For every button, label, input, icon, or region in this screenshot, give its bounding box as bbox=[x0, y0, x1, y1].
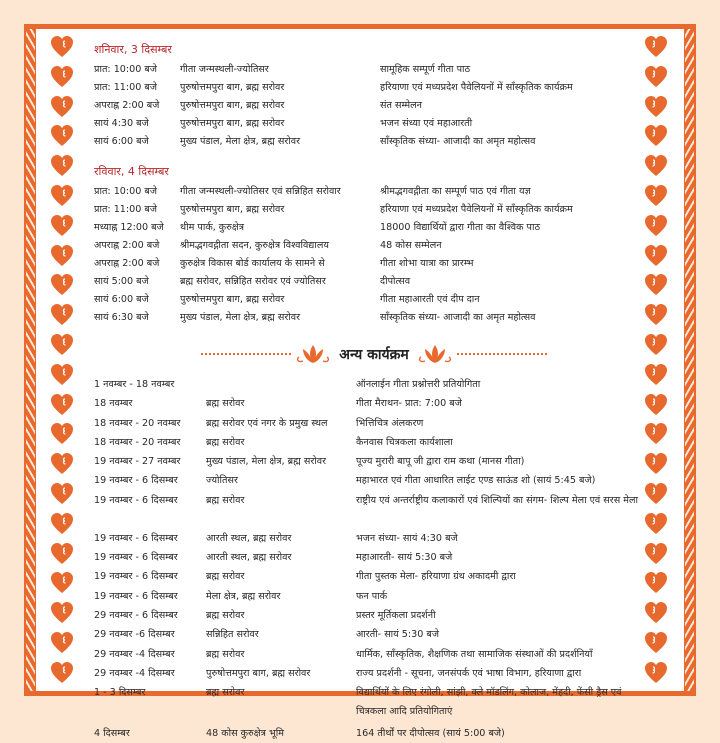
table-row bbox=[94, 606, 654, 625]
heart-ornament-icon bbox=[50, 482, 74, 506]
event-name: फन पार्क bbox=[356, 590, 388, 602]
heart-ornament-icon bbox=[50, 333, 74, 357]
event-date: 29 नवम्बर -6 दिसम्बर bbox=[94, 629, 175, 641]
event-time: अपराह्न 2:00 बजे bbox=[94, 100, 160, 111]
event-time: प्रात: 11:00 बजे bbox=[94, 82, 157, 93]
event-name: धार्मिक, साँस्कृतिक, शैक्षणिक तथा सामाजिक संस्थाओं की प्रदर्शनियाँ bbox=[356, 648, 593, 660]
event-time: प्रात: 10:00 बजे bbox=[94, 186, 157, 197]
event-date: 18 नवम्बर bbox=[94, 398, 133, 410]
event-venue: मुख्य पंडाल, मेला क्षेत्र, ब्रह्म सरोवर bbox=[180, 312, 301, 323]
event-venue: ज्योतिसर bbox=[206, 475, 238, 487]
event-venue: पुरुषोत्तमपुरा बाग, ब्रह्म सरोवर bbox=[180, 294, 285, 305]
event-date: 29 नवम्बर -4 दिसम्बर bbox=[94, 648, 175, 660]
event-name: हरियाणा एवं मध्यप्रदेश पैवेलियनों में साँस्कृतिक कार्यक्रम bbox=[380, 82, 573, 93]
event-name: साँस्कृतिक संध्या- आजादी का अमृत महोत्सव bbox=[380, 136, 536, 147]
event-venue: पुरुषोत्तमपुरा बाग, ब्रह्म सरोवर bbox=[180, 82, 285, 93]
event-venue: ब्रह्म सरोवर bbox=[206, 687, 245, 699]
heart-ornament-icon bbox=[50, 244, 74, 268]
table-row bbox=[94, 683, 654, 724]
event-venue: मेला क्षेत्र, ब्रह्म सरोवर bbox=[206, 590, 281, 602]
event-venue: कुरुक्षेत्र विकास बोर्ड कार्यालय के सामने से bbox=[180, 258, 325, 269]
schedule-row bbox=[94, 273, 654, 291]
table-row bbox=[94, 567, 654, 586]
day-title: रविवार, 4 दिसम्बर bbox=[94, 165, 169, 178]
schedule-content bbox=[94, 41, 654, 743]
table-row bbox=[94, 724, 654, 743]
event-name: महाआरती- सायं 5:30 बजे bbox=[356, 552, 453, 564]
section-title: अन्य कार्यक्रम bbox=[339, 346, 409, 363]
event-venue bbox=[206, 375, 356, 394]
event-name: भित्तिचित्र अंलकरण bbox=[356, 417, 424, 429]
schedule-row bbox=[94, 183, 654, 201]
event-time: सायं 4:30 बजे bbox=[94, 118, 149, 129]
event-time: सायं 5:00 बजे bbox=[94, 276, 149, 287]
event-date: 19 नवम्बर - 27 नवम्बर bbox=[94, 456, 181, 468]
event-name: 164 तीर्थों पर दीपोत्सव (सायं 5:00 बजे) bbox=[356, 728, 505, 740]
event-venue: सन्निहित सरोवर bbox=[206, 629, 259, 641]
heart-ornament-icon bbox=[50, 184, 74, 208]
event-date: 19 नवम्बर - 6 दिसम्बर bbox=[94, 552, 178, 564]
heart-ornament-icon bbox=[50, 273, 74, 297]
event-name: गीता शोभा यात्रा का प्रारम्भ bbox=[380, 258, 474, 269]
heart-border-left bbox=[50, 35, 76, 685]
event-venue: ब्रह्म सरोवर bbox=[206, 609, 245, 621]
event-name: सामूहिक सम्पूर्ण गीता पाठ bbox=[380, 64, 471, 75]
event-time: सायं 6:00 बजे bbox=[94, 294, 149, 305]
event-date: 19 नवम्बर - 6 दिसम्बर bbox=[94, 571, 178, 583]
event-name: दीपोत्सव bbox=[380, 276, 411, 287]
heart-ornament-icon bbox=[50, 512, 74, 536]
heart-ornament-icon bbox=[50, 214, 74, 238]
event-date: 1 नवम्बर - 18 नवम्बर bbox=[94, 379, 175, 390]
schedule-row bbox=[94, 255, 654, 273]
heart-ornament-icon bbox=[50, 601, 74, 625]
event-name: श्रीमद्भगवद्गीता का सम्पूर्ण पाठ एवं गीता यज्ञ bbox=[380, 186, 531, 197]
event-venue: आरती स्थल, ब्रह्म सरोवर bbox=[206, 552, 292, 564]
heart-ornament-icon bbox=[50, 393, 74, 417]
day-section-sunday bbox=[94, 163, 654, 327]
event-name: भजन संध्या एवं महाआरती bbox=[380, 118, 473, 129]
event-venue: पुरुषोत्तमपुरा बाग, ब्रह्म सरोवर bbox=[206, 667, 311, 679]
event-venue: श्रीमद्भगवद्गीता सदन, कुरुक्षेत्र विश्वविद्यालय bbox=[180, 240, 329, 251]
event-venue: ब्रह्म सरोवर bbox=[206, 398, 245, 410]
event-time: अपराह्न 2:00 बजे bbox=[94, 258, 160, 269]
decorative-frame bbox=[24, 24, 696, 740]
schedule-row bbox=[94, 291, 654, 309]
event-venue: आरती स्थल, ब्रह्म सरोवर bbox=[206, 532, 292, 544]
event-venue: 48 कोस कुरुक्षेत्र भूमि bbox=[206, 728, 284, 740]
table-row bbox=[94, 548, 654, 567]
table-row bbox=[94, 664, 654, 683]
heart-ornament-icon bbox=[50, 571, 74, 595]
event-name: राज्य प्रदर्शनी - सूचना, जनसंपर्क एवं भाषा विभाग, हरियाणा द्वारा bbox=[356, 667, 582, 679]
event-time: अपराह्न 2:00 बजे bbox=[94, 240, 160, 251]
event-venue: ब्रह्म सरोवर, सन्निहित सरोवर एवं ज्योतिसर bbox=[180, 276, 326, 287]
event-date: 18 नवम्बर - 20 नवम्बर bbox=[94, 436, 181, 448]
event-venue: ब्रह्म सरोवर bbox=[206, 494, 245, 506]
table-row bbox=[94, 529, 654, 548]
heart-ornament-icon bbox=[50, 65, 74, 89]
event-name: प्रस्तर मूर्तिकला प्रदर्शनी bbox=[356, 609, 436, 621]
heart-ornament-icon bbox=[50, 661, 74, 685]
event-name: साँस्कृतिक संध्या- आजादी का अमृत महोत्सव bbox=[380, 312, 536, 323]
event-date: 19 नवम्बर - 6 दिसम्बर bbox=[94, 590, 178, 602]
heart-ornament-icon bbox=[50, 631, 74, 655]
event-name: 48 कोस सम्मेलन bbox=[380, 240, 442, 251]
section-divider bbox=[94, 339, 654, 369]
event-date: 4 दिसम्बर bbox=[94, 728, 130, 740]
event-venue: मुख्य पंडाल, मेला क्षेत्र, ब्रह्म सरोवर bbox=[180, 136, 301, 147]
event-name: हरियाणा एवं मध्यप्रदेश पैवेलियनों में साँस्कृतिक कार्यक्रम bbox=[380, 204, 573, 215]
heart-ornament-icon bbox=[50, 452, 74, 476]
event-venue: थीम पार्क, कुरुक्षेत्र bbox=[180, 222, 245, 233]
event-name: गीता महाआरती एवं दीप दान bbox=[380, 294, 480, 305]
event-name: भजन संध्या- सायं 4:30 बजे bbox=[356, 532, 458, 544]
event-time: मध्याह्न 12:00 बजे bbox=[94, 222, 164, 233]
table-row bbox=[94, 414, 654, 433]
rope-border-left bbox=[26, 29, 35, 691]
event-name: संत सम्मेलन bbox=[380, 100, 422, 111]
event-date: 18 नवम्बर - 20 नवम्बर bbox=[94, 417, 181, 429]
dotted-line bbox=[457, 353, 547, 355]
heart-ornament-icon bbox=[50, 95, 74, 119]
event-name: राष्ट्रीय एवं अन्तर्राष्ट्रीय कलाकारों एवं शिल्पियों का संगम- शिल्प मेला एवं सरस मेला bbox=[356, 494, 638, 506]
event-name: 18000 विद्यार्थियों द्वारा गीता का वैश्विक पाठ bbox=[380, 222, 541, 233]
event-name: विद्यार्थियों के लिए रंगोली, सांझी, क्ले मॉडलिंग, कोलाज, मेंहदी, फेंसी ड्रैस एवं चित्रकला आदि प्रतियोगिताएं bbox=[356, 687, 622, 718]
day-section-saturday bbox=[94, 41, 654, 151]
lotus-ornament-icon bbox=[417, 343, 453, 365]
table-row bbox=[94, 625, 654, 644]
event-venue: गीता जन्मस्थली-ज्योतिसर bbox=[180, 64, 269, 75]
event-name: आरती- सायं 5:30 बजे bbox=[356, 629, 439, 641]
heart-ornament-icon bbox=[50, 542, 74, 566]
event-date: 19 नवम्बर - 6 दिसम्बर bbox=[94, 532, 178, 544]
table-row bbox=[94, 645, 654, 664]
event-name: गीता मैराथन- प्रात: 7:00 बजे bbox=[356, 398, 462, 410]
table-row bbox=[94, 375, 654, 394]
event-name: कैनवास चित्रकला कार्यशाला bbox=[356, 436, 453, 448]
heart-ornament-icon bbox=[50, 154, 74, 178]
dotted-line bbox=[201, 353, 291, 355]
event-name: पूज्य मुरारी बापू जी द्वारा राम कथा (मानस गीता) bbox=[356, 456, 525, 468]
other-events-table bbox=[94, 375, 654, 743]
event-venue: मुख्य पंडाल, मेला क्षेत्र, ब्रह्म सरोवर bbox=[206, 456, 327, 468]
event-time: सायं 6:30 बजे bbox=[94, 312, 149, 323]
rope-border-right bbox=[685, 29, 694, 691]
heart-ornament-icon bbox=[50, 422, 74, 446]
event-name: गीता पुस्तक मेला- हरियाणा ग्रंथ अकादमी द्वारा bbox=[356, 571, 516, 583]
schedule-row bbox=[94, 201, 654, 219]
heart-ornament-icon bbox=[50, 363, 74, 387]
lotus-ornament-icon bbox=[295, 343, 331, 365]
event-venue: गीता जन्मस्थली-ज्योतिसर एवं सन्निहित सरोवार bbox=[180, 186, 341, 197]
table-row bbox=[94, 394, 654, 413]
table-row bbox=[94, 452, 654, 471]
table-row bbox=[94, 587, 654, 606]
event-date: 29 नवम्बर -4 दिसम्बर bbox=[94, 667, 175, 679]
schedule-row bbox=[94, 237, 654, 255]
event-venue: ब्रह्म सरोवर bbox=[206, 571, 245, 583]
event-time: सायं 6:00 बजे bbox=[94, 136, 149, 147]
day-title: शनिवार, 3 दिसम्बर bbox=[94, 43, 172, 56]
schedule-row bbox=[94, 115, 654, 133]
schedule-row bbox=[94, 79, 654, 97]
schedule-row bbox=[94, 97, 654, 115]
event-venue: पुरुषोत्तमपुरा बाग, ब्रह्म सरोवर bbox=[180, 118, 285, 129]
schedule-row bbox=[94, 309, 654, 327]
table-row bbox=[94, 491, 654, 529]
schedule-row bbox=[94, 133, 654, 151]
schedule-row bbox=[94, 61, 654, 79]
schedule-row bbox=[94, 219, 654, 237]
event-venue: पुरुषोत्तमपुरा बाग, ब्रह्म सरोवर bbox=[180, 100, 285, 111]
heart-ornament-icon bbox=[50, 124, 74, 148]
event-name: महाभारत एवं गीता आधारित लाईट एण्ड साऊंड शो (सायं 5:45 बजे) bbox=[356, 475, 596, 487]
event-venue: ब्रह्म सरोवर एवं नगर के प्रमुख स्थल bbox=[206, 417, 328, 429]
heart-ornament-icon bbox=[50, 35, 74, 59]
event-date: 19 नवम्बर - 6 दिसम्बर bbox=[94, 475, 178, 487]
event-venue: ब्रह्म सरोवर bbox=[206, 648, 245, 660]
content-panel bbox=[36, 29, 684, 740]
table-row bbox=[94, 471, 654, 490]
heart-ornament-icon bbox=[50, 303, 74, 327]
event-time: प्रात: 11:00 बजे bbox=[94, 204, 157, 215]
event-venue: ब्रह्म सरोवर bbox=[206, 436, 245, 448]
event-date: 19 नवम्बर - 6 दिसम्बर bbox=[94, 494, 178, 506]
event-venue: पुरुषोत्तमपुरा बाग, ब्रह्म सरोवर bbox=[180, 204, 285, 215]
event-time: प्रात: 10:00 बजे bbox=[94, 64, 157, 75]
event-date: 1 - 3 दिसम्बर bbox=[94, 687, 146, 699]
table-row bbox=[94, 433, 654, 452]
event-name: ऑनलाईन गीता प्रश्नोत्तरी प्रतियोगिता bbox=[356, 379, 481, 390]
event-date: 29 नवम्बर - 6 दिसम्बर bbox=[94, 609, 178, 621]
